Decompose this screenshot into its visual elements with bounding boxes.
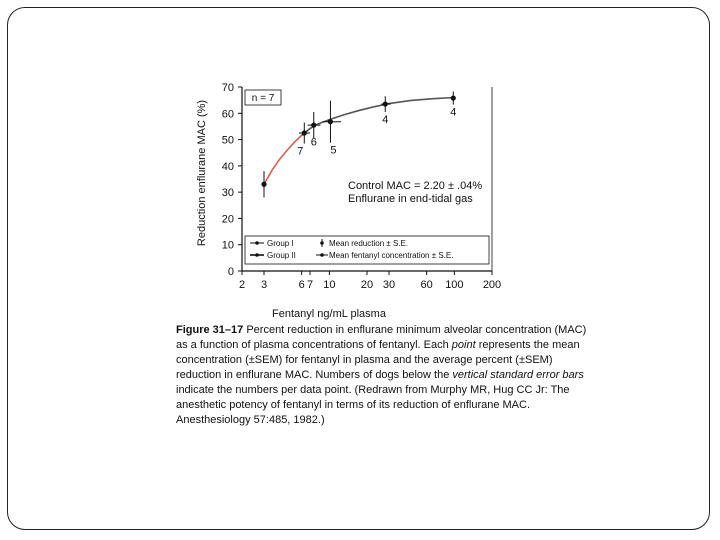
y-tick-label: 70 — [221, 82, 234, 94]
data-point — [328, 119, 333, 124]
legend-marker-mean-reduction — [320, 241, 324, 245]
point-n-label: 4 — [382, 113, 389, 126]
figure-caption — [176, 323, 596, 428]
data-point — [311, 123, 316, 128]
plot-area — [222, 82, 501, 291]
caption-text-1: Percent reduction in enflurane minimum alveolar concentration (MAC) as a function of plasma concentrations of fentanyl. Each — [176, 324, 587, 351]
point-n-label: 4 — [450, 106, 457, 119]
data-point — [261, 182, 266, 187]
x-tick-label: 10 — [323, 279, 336, 291]
legend-label-mean-reduction: Mean reduction ± S.E. — [329, 239, 409, 248]
x-tick-label: 6 — [298, 279, 305, 291]
enflurane-text: Enflurane in end-tidal gas — [348, 193, 473, 205]
y-tick-label: 20 — [221, 213, 234, 226]
chart — [190, 75, 530, 325]
data-point — [302, 130, 307, 135]
y-axis-label: Reduction enflurane MAC (%) — [196, 99, 208, 247]
x-tick-label: 100 — [445, 279, 464, 291]
point-n-label: 6 — [310, 136, 317, 149]
x-tick-label: 3 — [260, 279, 268, 291]
point-n-label: 7 — [297, 145, 304, 158]
y-tick-label: 40 — [221, 160, 234, 173]
y-tick-label: 0 — [227, 266, 234, 278]
legend-marker-mean-fentanyl — [320, 253, 324, 257]
data-point — [383, 101, 388, 106]
x-tick-label: 60 — [420, 279, 433, 291]
x-tick-label: 30 — [382, 279, 396, 291]
y-tick-label: 10 — [221, 239, 234, 252]
n-label: n = 7 — [251, 93, 275, 104]
caption-text-2: represents the mean concentration (±SEM) for fentanyl in plasma and the average percent (±SEM) reduction in enflurane MAC. Numbers of dogs below the — [176, 339, 580, 381]
legend-label-mean-fentanyl: Mean fentanyl concentration ± S.E. — [329, 251, 454, 260]
x-axis-label: Fentanyl ng/mL plasma — [272, 308, 386, 320]
x-tick-label: 200 — [482, 279, 502, 291]
x-tick-label: 20 — [360, 279, 374, 291]
x-tick-label: 2 — [238, 279, 246, 291]
y-tick-label: 30 — [221, 187, 234, 200]
y-tick-label: 50 — [221, 134, 234, 147]
caption-point-word: point — [451, 339, 476, 351]
control-mac-text: Control MAC = 2.20 ± .04% — [348, 180, 483, 192]
legend-label-group-ii: Group II — [267, 251, 296, 260]
x-tick-label: 7 — [306, 279, 314, 291]
caption-figure-label: Figure 31–17 — [176, 324, 244, 336]
curve-group-ii — [302, 98, 455, 136]
caption-text-3: indicate the numbers per data point. (Redrawn from Murphy MR, Hug CC Jr: The anesthetic potency of fentanyl in terms of its reduction of enflurane MAC. Anesthesiology 57:485, 1982.) — [176, 384, 570, 426]
point-n-label: 5 — [330, 144, 337, 157]
legend-marker-group-ii — [255, 253, 259, 257]
y-tick-label: 60 — [221, 108, 234, 121]
data-point — [451, 95, 456, 100]
caption-vertical-phrase: vertical standard error bars — [452, 369, 584, 381]
legend-label-group-i: Group I — [267, 239, 294, 248]
legend-marker-group-i — [255, 241, 259, 245]
